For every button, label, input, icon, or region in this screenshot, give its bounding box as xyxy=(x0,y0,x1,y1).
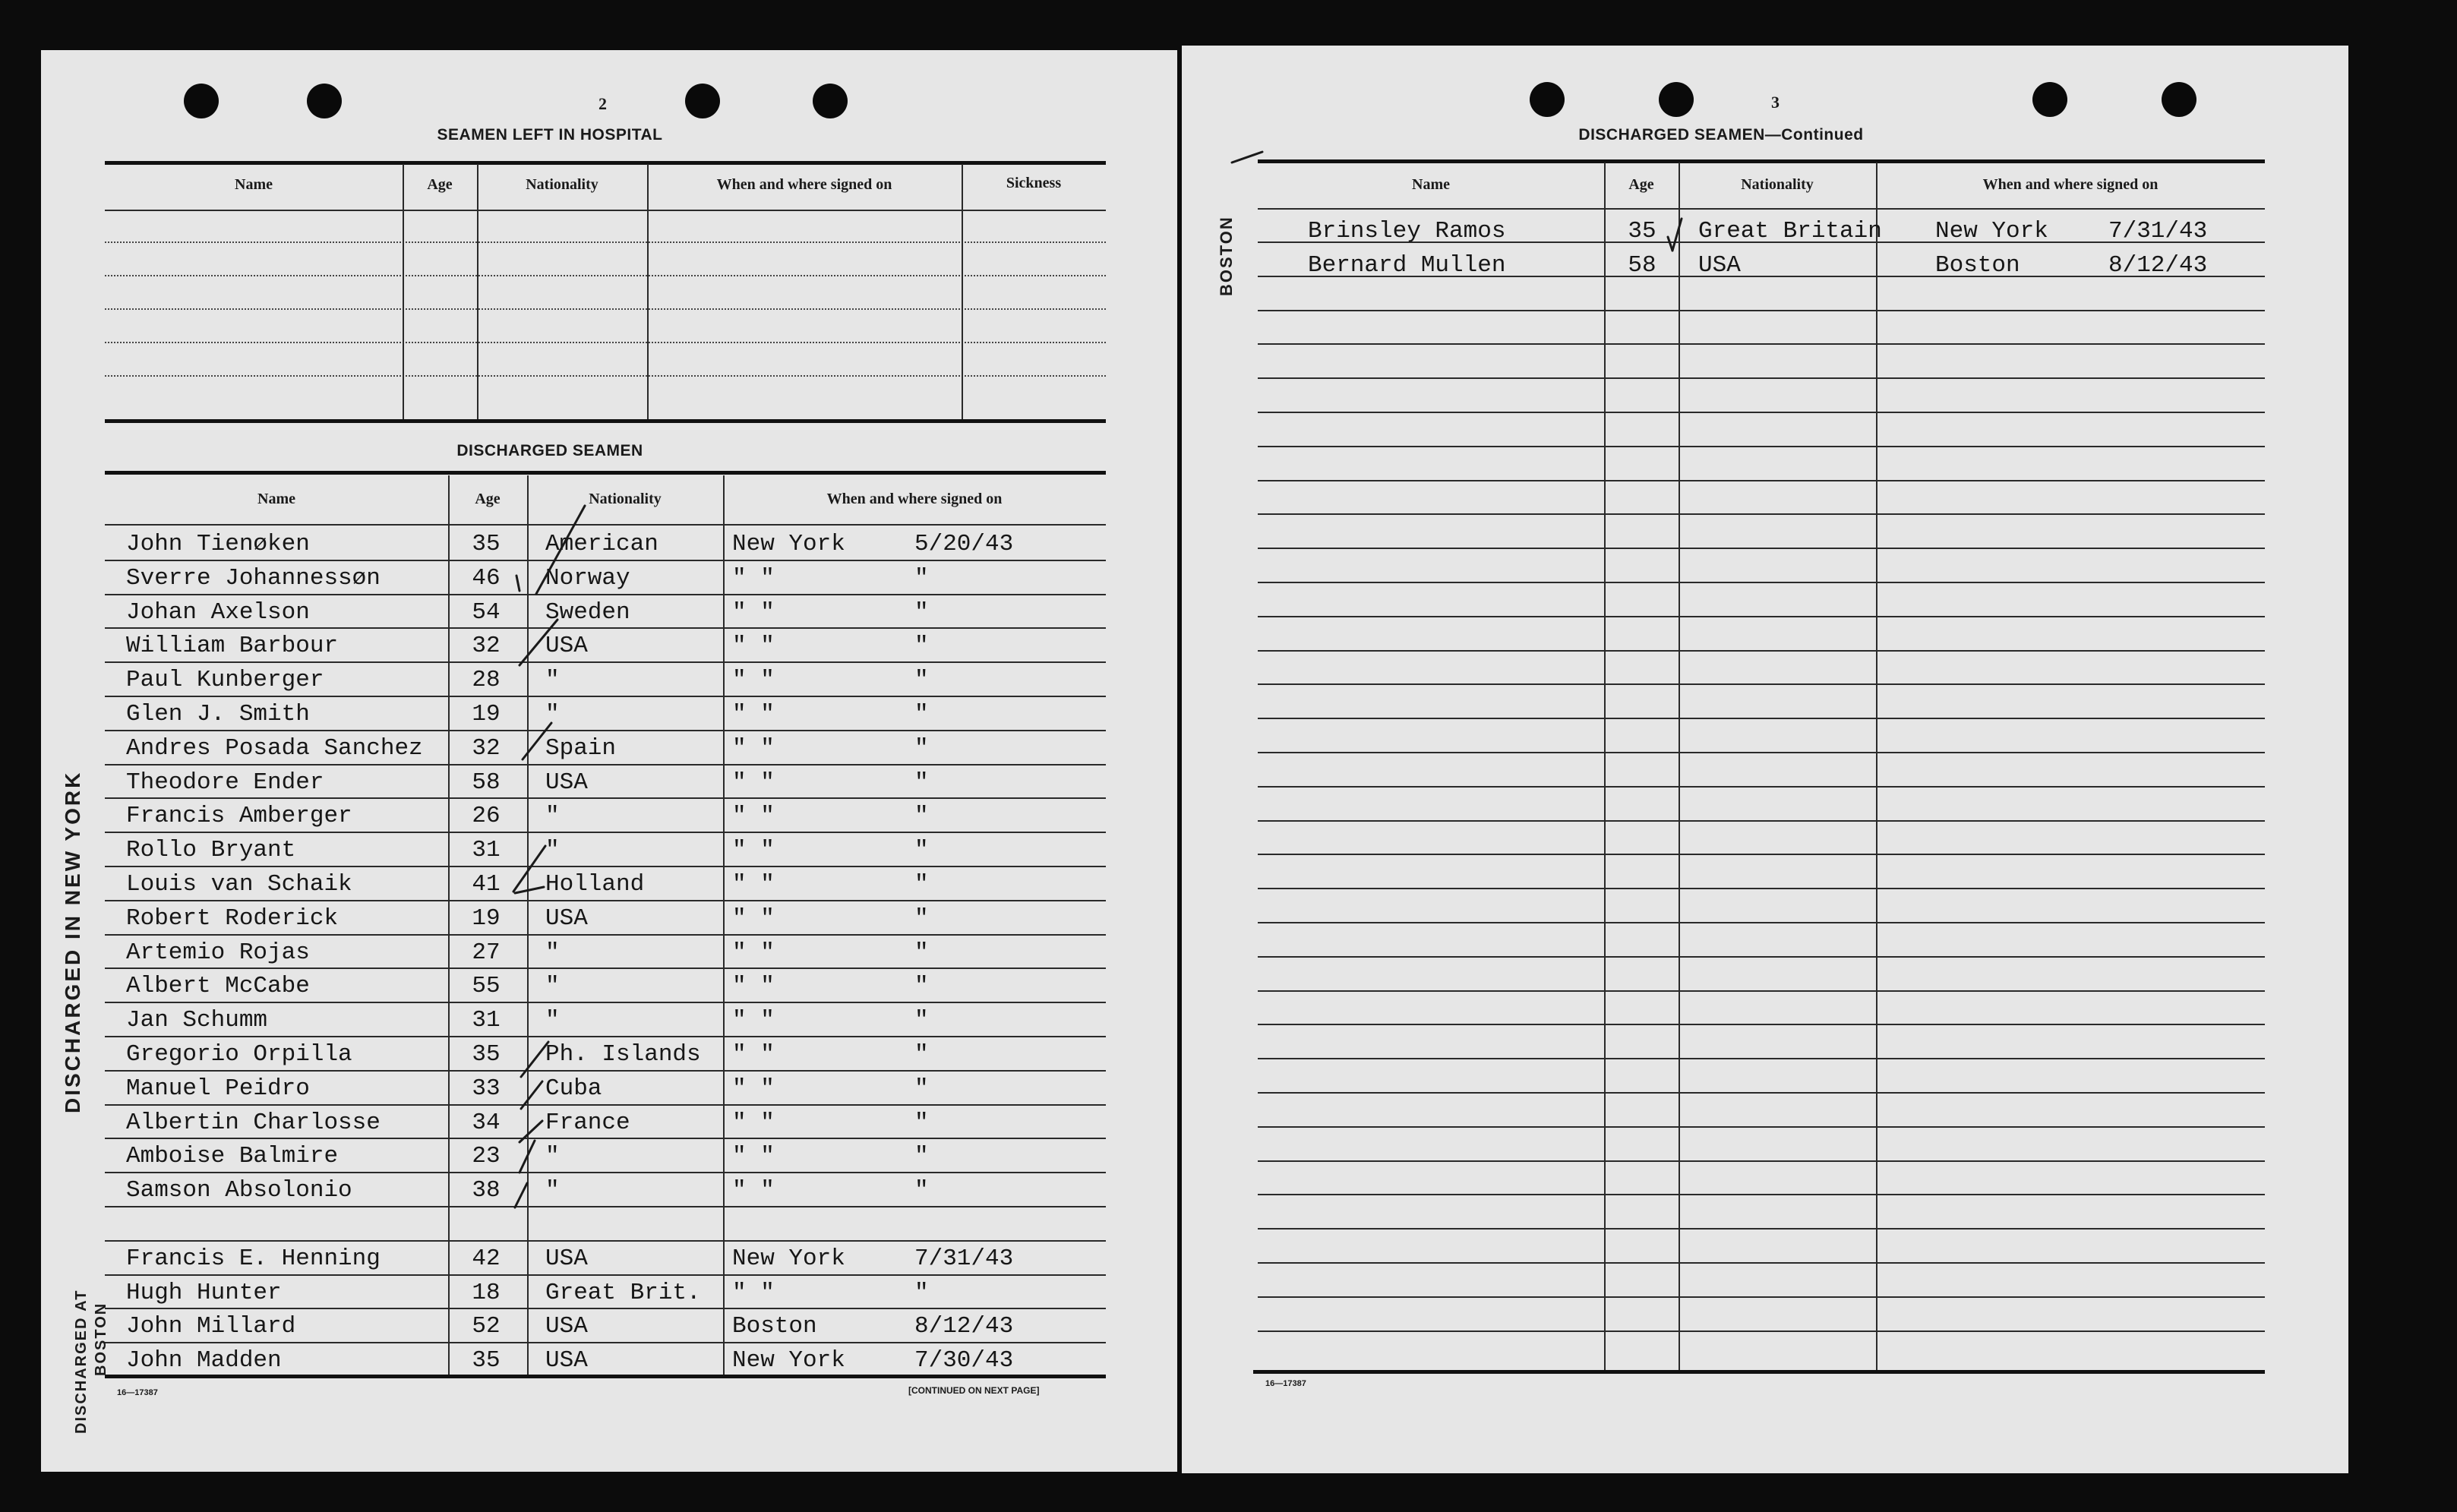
seaman-nationality: " xyxy=(545,939,560,966)
seaman-name: Bernard Mullen xyxy=(1308,251,1506,279)
column-header-signed-on: When and where signed on xyxy=(716,176,892,193)
row-rule xyxy=(1258,1330,2265,1332)
seaman-age: 18 xyxy=(472,1279,501,1306)
column-header-nationality: Nationality xyxy=(526,176,598,193)
form-number: 16—17387 xyxy=(117,1388,158,1397)
row-rule xyxy=(105,1036,1106,1037)
signed-on-date: " xyxy=(914,904,929,932)
signed-on-date: 5/20/43 xyxy=(914,531,1014,557)
seaman-name: Theodore Ender xyxy=(126,769,324,796)
seaman-name: Albertin Charlosse xyxy=(126,1109,381,1136)
form-number: 16—17387 xyxy=(1265,1379,1306,1388)
seaman-name: Paul Kunberger xyxy=(126,667,324,694)
seaman-name: Amboise Balmire xyxy=(126,1143,339,1170)
punch-hole xyxy=(307,84,342,118)
seaman-name: Manuel Peidro xyxy=(126,1075,310,1102)
seaman-nationality: " xyxy=(545,1143,560,1170)
margin-note-boston-line1: DISCHARGED AT xyxy=(73,1289,90,1434)
left-page xyxy=(41,50,1177,1472)
seaman-age: 38 xyxy=(472,1177,501,1204)
seaman-nationality: " xyxy=(545,701,560,728)
signed-on-place: New York xyxy=(1935,218,2048,245)
seaman-age: 35 xyxy=(472,531,501,557)
rule xyxy=(105,308,1106,310)
row-rule xyxy=(1258,820,2265,822)
signed-on-date: " xyxy=(914,633,929,660)
signed-on-date: " xyxy=(914,701,929,728)
column-header-nationality: Nationality xyxy=(589,491,662,507)
row-rule xyxy=(1258,854,2265,855)
signed-on-place: New York xyxy=(732,1347,845,1375)
seaman-nationality: USA xyxy=(545,1347,588,1375)
seaman-age: 31 xyxy=(472,1007,501,1034)
signed-on-date: " xyxy=(914,871,929,898)
row-rule xyxy=(1258,1058,2265,1059)
row-rule xyxy=(105,1308,1106,1309)
margin-note-boston-line2: BOSTON xyxy=(93,1302,109,1376)
continued-note: [CONTINUED ON NEXT PAGE] xyxy=(908,1385,1040,1396)
signed-on-place: " " xyxy=(732,734,775,762)
signed-on-place: " " xyxy=(732,803,775,830)
signed-on-place: " " xyxy=(732,701,775,728)
signed-on-date: " xyxy=(914,973,929,1000)
seaman-age: 33 xyxy=(472,1075,501,1102)
rule xyxy=(105,342,1106,343)
signed-on-place: " " xyxy=(732,1041,775,1068)
row-rule xyxy=(105,1342,1106,1343)
seaman-age: 27 xyxy=(472,939,501,966)
column-divider xyxy=(962,164,963,419)
row-rule xyxy=(1258,922,2265,923)
row-rule xyxy=(1258,1296,2265,1298)
row-rule xyxy=(1258,548,2265,549)
signed-on-place: " " xyxy=(732,973,775,1000)
seaman-nationality: USA xyxy=(545,904,588,932)
seaman-age: 35 xyxy=(472,1041,501,1068)
seaman-nationality: " xyxy=(545,973,560,1000)
row-rule xyxy=(105,560,1106,561)
seaman-age: 35 xyxy=(472,1347,501,1375)
signed-on-place: " " xyxy=(732,1075,775,1102)
column-header-age: Age xyxy=(427,176,453,193)
signed-on-date: " xyxy=(914,1143,929,1170)
seaman-nationality: " xyxy=(545,1177,560,1204)
column-header-sickness: Sickness xyxy=(1006,175,1062,191)
signed-on-place: " " xyxy=(732,564,775,592)
punch-hole xyxy=(184,84,219,118)
seaman-nationality: Norway xyxy=(545,564,630,592)
signed-on-date: " xyxy=(914,667,929,694)
column-header-signed-on: When and where signed on xyxy=(826,491,1003,507)
seaman-age: 26 xyxy=(472,803,501,830)
signed-on-date: " xyxy=(914,1075,929,1102)
seaman-nationality: Great Brit. xyxy=(545,1279,701,1306)
seaman-name: Samson Absolonio xyxy=(126,1177,352,1204)
row-rule xyxy=(105,1172,1106,1173)
row-rule xyxy=(105,1104,1106,1106)
seaman-age: 19 xyxy=(472,701,501,728)
punch-hole xyxy=(813,84,848,118)
signed-on-date: 7/31/43 xyxy=(914,1245,1014,1272)
seaman-nationality: Ph. Islands xyxy=(545,1041,701,1068)
row-rule xyxy=(1258,513,2265,515)
seaman-name: Gregorio Orpilla xyxy=(126,1041,352,1068)
row-rule xyxy=(105,627,1106,629)
seaman-name: Louis van Schaik xyxy=(126,871,352,898)
signed-on-place: " " xyxy=(732,904,775,932)
row-rule xyxy=(105,900,1106,901)
rule xyxy=(105,419,1106,423)
signed-on-place: " " xyxy=(732,1007,775,1034)
signed-on-date: " xyxy=(914,734,929,762)
column-header-name: Name xyxy=(235,176,273,193)
column-divider xyxy=(403,164,404,419)
signed-on-date: 8/12/43 xyxy=(914,1313,1014,1340)
row-rule xyxy=(1258,956,2265,958)
rule xyxy=(105,210,1106,211)
signed-on-place: " " xyxy=(732,1177,775,1204)
column-divider xyxy=(477,164,478,419)
seaman-name: Brinsley Ramos xyxy=(1308,218,1506,245)
row-rule xyxy=(1258,446,2265,447)
signed-on-date: " xyxy=(914,1279,929,1306)
signed-on-date: " xyxy=(914,598,929,626)
rule xyxy=(105,161,1106,165)
row-rule xyxy=(1258,683,2265,685)
row-rule xyxy=(1258,1262,2265,1264)
row-rule xyxy=(1258,1194,2265,1195)
seaman-age: 32 xyxy=(472,734,501,762)
row-rule xyxy=(105,832,1106,833)
signed-on-date: " xyxy=(914,1007,929,1034)
signed-on-place: " " xyxy=(732,1279,775,1306)
punch-hole xyxy=(685,84,720,118)
seaman-name: John Tienøken xyxy=(126,531,310,557)
row-rule xyxy=(1258,343,2265,345)
signed-on-place: " " xyxy=(732,939,775,966)
row-rule xyxy=(105,1206,1106,1207)
seaman-age: 31 xyxy=(472,837,501,864)
seaman-name: Glen J. Smith xyxy=(126,701,310,728)
punch-hole xyxy=(2032,82,2067,117)
page-number: 3 xyxy=(1771,93,1780,112)
seaman-name: Jan Schumm xyxy=(126,1007,268,1034)
seaman-nationality: USA xyxy=(545,769,588,796)
seaman-name: Francis E. Henning xyxy=(126,1245,381,1272)
rule xyxy=(105,275,1106,276)
signed-on-place: New York xyxy=(732,1245,845,1272)
seaman-name: Francis Amberger xyxy=(126,803,352,830)
discharged-section-title: DISCHARGED SEAMEN xyxy=(456,442,643,459)
signed-on-place: Boston xyxy=(732,1313,817,1340)
signed-on-place: " " xyxy=(732,871,775,898)
seaman-age: 28 xyxy=(472,667,501,694)
signed-on-place: " " xyxy=(732,1109,775,1136)
seaman-name: Albert McCabe xyxy=(126,973,310,1000)
row-rule xyxy=(105,1240,1106,1242)
seaman-age: 41 xyxy=(472,871,501,898)
row-rule xyxy=(1258,616,2265,617)
rule xyxy=(105,471,1106,475)
seaman-nationality: USA xyxy=(545,1245,588,1272)
row-rule xyxy=(105,1138,1106,1139)
seaman-nationality: " xyxy=(545,1007,560,1034)
page-number: 2 xyxy=(598,94,607,113)
row-rule xyxy=(1258,650,2265,652)
signed-on-date: " xyxy=(914,1041,929,1068)
signed-on-date: " xyxy=(914,769,929,796)
punch-hole xyxy=(2162,82,2196,117)
signed-on-date: " xyxy=(914,1177,929,1204)
row-rule xyxy=(105,661,1106,663)
hospital-section-title: SEAMEN LEFT IN HOSPITAL xyxy=(437,126,663,144)
punch-hole xyxy=(1530,82,1565,117)
rule xyxy=(1253,1370,2265,1374)
row-rule xyxy=(1258,1024,2265,1025)
row-rule xyxy=(1258,990,2265,992)
seaman-age: 42 xyxy=(472,1245,501,1272)
signed-on-date: " xyxy=(914,564,929,592)
signed-on-place: Boston xyxy=(1935,251,2020,279)
rule xyxy=(1258,159,2265,163)
section-title: DISCHARGED SEAMEN—Continued xyxy=(1578,126,1864,144)
signed-on-place: " " xyxy=(732,667,775,694)
seaman-age: 34 xyxy=(472,1109,501,1136)
column-divider xyxy=(647,164,649,419)
seaman-nationality: Spain xyxy=(545,734,617,762)
row-rule xyxy=(105,1002,1106,1003)
row-rule xyxy=(1258,582,2265,583)
row-rule xyxy=(1258,412,2265,413)
seaman-name: John Millard xyxy=(126,1313,296,1340)
seaman-nationality: USA xyxy=(1698,251,1741,279)
seaman-age: 19 xyxy=(472,904,501,932)
seaman-age: 58 xyxy=(472,769,501,796)
row-rule xyxy=(1258,888,2265,889)
signed-on-place: " " xyxy=(732,769,775,796)
column-header-nationality: Nationality xyxy=(1741,176,1814,193)
row-rule xyxy=(1258,1228,2265,1229)
row-rule xyxy=(1258,377,2265,379)
seaman-nationality: " xyxy=(545,837,560,864)
signed-on-date: " xyxy=(914,939,929,966)
signed-on-date: " xyxy=(914,1109,929,1136)
rule xyxy=(1258,208,2265,210)
rule xyxy=(105,241,1106,243)
seaman-nationality: " xyxy=(545,803,560,830)
signed-on-place: " " xyxy=(732,1143,775,1170)
rule xyxy=(105,375,1106,377)
row-rule xyxy=(1258,1126,2265,1128)
rule xyxy=(105,524,1106,526)
row-rule xyxy=(105,967,1106,969)
seaman-age: 32 xyxy=(472,633,501,660)
row-rule xyxy=(105,696,1106,697)
seaman-age: 52 xyxy=(472,1313,501,1340)
seaman-nationality: USA xyxy=(545,1313,588,1340)
signed-on-place: " " xyxy=(732,837,775,864)
row-rule xyxy=(105,1274,1106,1276)
column-header-name: Name xyxy=(1412,176,1450,193)
seaman-age: 35 xyxy=(1628,218,1656,245)
row-rule xyxy=(105,797,1106,799)
seaman-name: Artemio Rojas xyxy=(126,939,310,966)
column-header-age: Age xyxy=(475,491,501,507)
rule xyxy=(105,1375,1106,1378)
row-rule xyxy=(1258,1160,2265,1162)
seaman-nationality: USA xyxy=(545,633,588,660)
seaman-age: 55 xyxy=(472,973,501,1000)
row-rule xyxy=(1258,480,2265,481)
seaman-nationality: Cuba xyxy=(545,1075,602,1102)
seaman-nationality: Holland xyxy=(545,871,645,898)
seaman-age: 58 xyxy=(1628,251,1656,279)
row-rule xyxy=(105,730,1106,731)
seaman-nationality: Sweden xyxy=(545,598,630,626)
column-header-signed-on: When and where signed on xyxy=(1982,176,2159,193)
margin-note-boston: BOSTON xyxy=(1217,216,1236,296)
signed-on-place: New York xyxy=(732,531,845,557)
row-rule xyxy=(105,1070,1106,1072)
seaman-age: 46 xyxy=(472,564,501,592)
signed-on-place: " " xyxy=(732,633,775,660)
row-rule xyxy=(1258,310,2265,311)
seaman-name: Johan Axelson xyxy=(126,598,310,626)
row-rule xyxy=(1258,786,2265,788)
signed-on-date: 7/31/43 xyxy=(2108,218,2208,245)
signed-on-place: " " xyxy=(732,598,775,626)
signed-on-date: 7/30/43 xyxy=(914,1347,1014,1375)
seaman-nationality: American xyxy=(545,531,658,557)
row-rule xyxy=(105,764,1106,765)
column-header-name: Name xyxy=(257,491,295,507)
seaman-nationality: " xyxy=(545,667,560,694)
seaman-name: John Madden xyxy=(126,1347,282,1375)
signed-on-date: 8/12/43 xyxy=(2108,251,2208,279)
signed-on-date: " xyxy=(914,803,929,830)
seaman-name: Andres Posada Sanchez xyxy=(126,734,423,762)
row-rule xyxy=(1258,752,2265,753)
right-page xyxy=(1182,46,2348,1473)
seaman-name: Robert Roderick xyxy=(126,904,339,932)
row-rule xyxy=(105,934,1106,936)
seaman-name: Sverre Johannessøn xyxy=(126,564,381,592)
row-rule xyxy=(105,594,1106,595)
seaman-name: Hugh Hunter xyxy=(126,1279,282,1306)
seaman-age: 23 xyxy=(472,1143,501,1170)
margin-note-new-york: DISCHARGED IN NEW YORK xyxy=(61,770,84,1113)
seaman-name: William Barbour xyxy=(126,633,339,660)
row-rule xyxy=(1258,1092,2265,1094)
seaman-nationality: Great Britain xyxy=(1698,218,1882,245)
seaman-age: 54 xyxy=(472,598,501,626)
row-rule xyxy=(1258,718,2265,719)
seaman-nationality: France xyxy=(545,1109,630,1136)
seaman-name: Rollo Bryant xyxy=(126,837,296,864)
punch-hole xyxy=(1659,82,1694,117)
row-rule xyxy=(105,866,1106,867)
column-header-age: Age xyxy=(1628,176,1654,193)
signed-on-date: " xyxy=(914,837,929,864)
